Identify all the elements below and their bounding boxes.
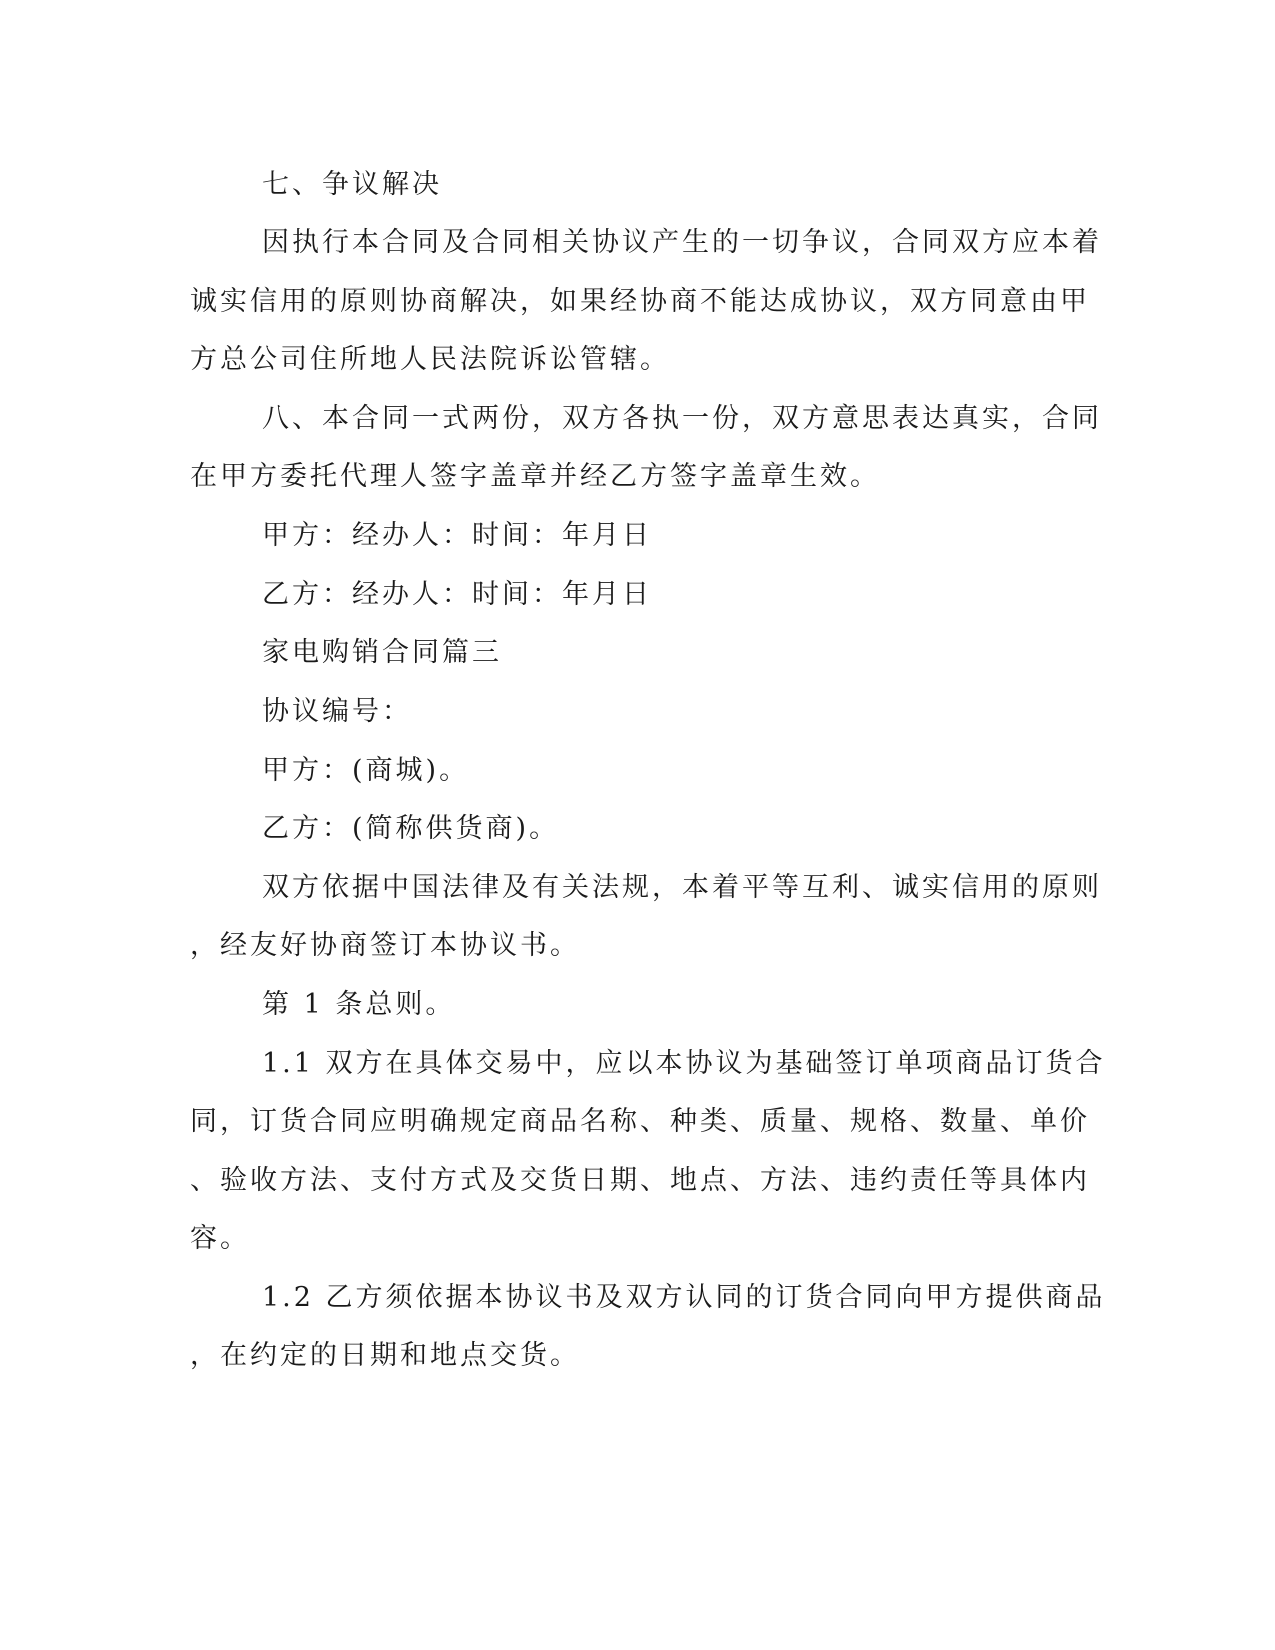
paragraph-line: 因执行本合同及合同相关协议产生的一切争议，合同双方应本着 — [262, 227, 1102, 258]
paragraph-line: 、验收方法、支付方式及交货日期、地点、方法、违约责任等具体内 — [190, 1165, 1090, 1196]
paragraph-line: 在甲方委托代理人签字盖章并经乙方签字盖章生效。 — [190, 461, 880, 492]
paragraph-line: 双方依据中国法律及有关法规，本着平等互利、诚实信用的原则 — [262, 872, 1102, 903]
paragraph-line: 八、本合同一式两份，双方各执一份，双方意思表达真实，合同 — [262, 403, 1102, 434]
paragraph-line: ，在约定的日期和地点交货。 — [190, 1340, 580, 1371]
party-a-signature-line: 甲方：经办人：时间：年月日 — [262, 520, 652, 551]
party-b-line: 乙方：(简称供货商)。 — [262, 813, 560, 844]
paragraph-line: 1.2 乙方须依据本协议书及双方认同的订货合同向甲方提供商品 — [262, 1282, 1106, 1313]
contract-section-title: 家电购销合同篇三 — [262, 637, 502, 668]
paragraph-line: 1.1 双方在具体交易中，应以本协议为基础签订单项商品订货合 — [262, 1048, 1106, 1079]
article-heading: 第 1 条总则。 — [262, 989, 456, 1020]
paragraph-line: 方总公司住所地人民法院诉讼管辖。 — [190, 344, 670, 375]
paragraph-line: ，经友好协商签订本协议书。 — [190, 930, 580, 961]
paragraph-line: 同，订货合同应明确规定商品名称、种类、质量、规格、数量、单价 — [190, 1106, 1090, 1137]
section-heading-dispute: 七、争议解决 — [262, 169, 442, 200]
paragraph-line: 容。 — [190, 1223, 250, 1254]
paragraph-line: 诚实信用的原则协商解决，如果经协商不能达成协议，双方同意由甲 — [190, 286, 1090, 317]
agreement-number-label: 协议编号： — [262, 696, 412, 727]
party-a-line: 甲方：(商城)。 — [262, 755, 470, 786]
party-b-signature-line: 乙方：经办人：时间：年月日 — [262, 579, 652, 610]
